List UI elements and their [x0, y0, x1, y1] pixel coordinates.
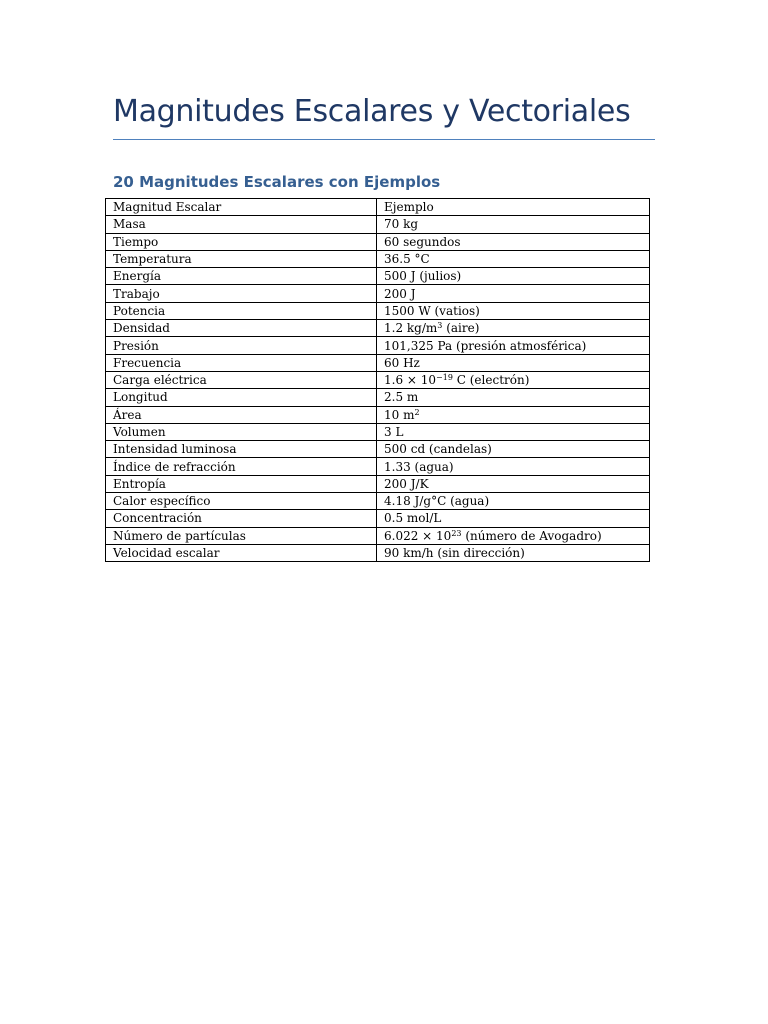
cell-example [377, 544, 650, 561]
table-row [106, 302, 650, 319]
example-text: 1500 W (vatios) [384, 303, 480, 318]
page-title: Magnitudes Escalares y Vectoriales [113, 94, 631, 129]
cell-example [377, 320, 650, 337]
cell-example [377, 389, 650, 406]
example-text: 500 cd (candelas) [384, 442, 492, 457]
table-row [106, 285, 650, 302]
example-text: 6.022 × 10 [384, 528, 452, 543]
example-text: 60 segundos [384, 234, 461, 249]
table-row [106, 250, 650, 267]
table-row [106, 354, 650, 371]
cell-example [377, 268, 650, 285]
table-body [106, 199, 650, 562]
table-row [106, 544, 650, 561]
cell-magnitude: Frecuencia [106, 354, 377, 371]
cell-example [377, 250, 650, 267]
table-row [106, 216, 650, 233]
example-suffix: (número de Avogadro) [461, 528, 602, 543]
cell-magnitude: Energía [106, 268, 377, 285]
cell-magnitude: Longitud [106, 389, 377, 406]
table-row [106, 233, 650, 250]
table-row [106, 371, 650, 388]
cell-example [377, 406, 650, 423]
cell-example [377, 216, 650, 233]
example-text: 1.33 (agua) [384, 459, 454, 474]
cell-example [377, 527, 650, 544]
example-text: 70 kg [384, 217, 419, 232]
table-row [106, 510, 650, 527]
table-row [106, 389, 650, 406]
cell-example [377, 441, 650, 458]
cell-magnitude: Trabajo [106, 285, 377, 302]
cell-magnitude: Carga eléctrica [106, 371, 377, 388]
example-suffix: (aire) [442, 321, 480, 336]
table-row [106, 423, 650, 440]
example-text: 200 J [384, 286, 416, 301]
table-row [106, 441, 650, 458]
cell-magnitude: Densidad [106, 320, 377, 337]
cell-magnitude: Calor específico [106, 493, 377, 510]
cell-magnitude: Potencia [106, 302, 377, 319]
table-row [106, 458, 650, 475]
cell-magnitude: Número de partículas [106, 527, 377, 544]
table-row [106, 527, 650, 544]
cell-example [377, 285, 650, 302]
cell-example [377, 510, 650, 527]
cell-magnitude: Entropía [106, 475, 377, 492]
example-text: 4.18 J/g°C (agua) [384, 494, 490, 509]
cell-magnitude: Índice de refracción [106, 458, 377, 475]
example-text: 1.2 kg/m [384, 321, 438, 336]
cell-magnitude: Intensidad luminosa [106, 441, 377, 458]
cell-example [377, 423, 650, 440]
cell-example [377, 493, 650, 510]
table-row [106, 337, 650, 354]
cell-example [377, 302, 650, 319]
cell-magnitude: Velocidad escalar [106, 544, 377, 561]
section-heading: 20 Magnitudes Escalares con Ejemplos [113, 173, 441, 191]
cell-magnitude: Temperatura [106, 250, 377, 267]
cell-example [377, 337, 650, 354]
cell-example [377, 233, 650, 250]
cell-example [377, 475, 650, 492]
example-text: 90 km/h (sin dirección) [384, 546, 525, 561]
cell-example [377, 371, 650, 388]
example-text: 500 J (julios) [384, 269, 462, 284]
table-row [106, 475, 650, 492]
cell-magnitude: Área [106, 406, 377, 423]
header-magnitude: Magnitud Escalar [106, 199, 377, 216]
cell-magnitude: Concentración [106, 510, 377, 527]
table-row [106, 268, 650, 285]
example-text: 1.6 × 10 [384, 373, 437, 388]
cell-magnitude: Presión [106, 337, 377, 354]
table-header-row [106, 199, 650, 216]
example-text: 10 m [384, 407, 415, 422]
cell-example [377, 354, 650, 371]
table-row [106, 493, 650, 510]
table-row [106, 406, 650, 423]
example-superscript: −19 [436, 373, 453, 383]
example-text: 60 Hz [384, 355, 420, 370]
example-text: 200 J/K [384, 476, 429, 491]
header-example: Ejemplo [377, 199, 650, 216]
example-text: 2.5 m [384, 390, 419, 405]
example-text: 101,325 Pa (presión atmosférica) [384, 338, 587, 353]
example-superscript: 23 [451, 528, 462, 538]
example-superscript: 3 [437, 321, 443, 331]
table-row [106, 320, 650, 337]
example-text: 3 L [384, 425, 404, 439]
example-suffix: C (electrón) [452, 373, 530, 388]
cell-example [377, 458, 650, 475]
example-text: 0.5 mol/L [384, 511, 442, 526]
cell-magnitude: Volumen [106, 423, 377, 440]
cell-magnitude: Tiempo [106, 233, 377, 250]
example-text: 36.5 °C [384, 252, 430, 267]
title-underline [113, 139, 655, 140]
cell-magnitude: Masa [106, 216, 377, 233]
example-superscript: 2 [414, 407, 420, 417]
scalar-magnitudes-table [105, 198, 650, 562]
